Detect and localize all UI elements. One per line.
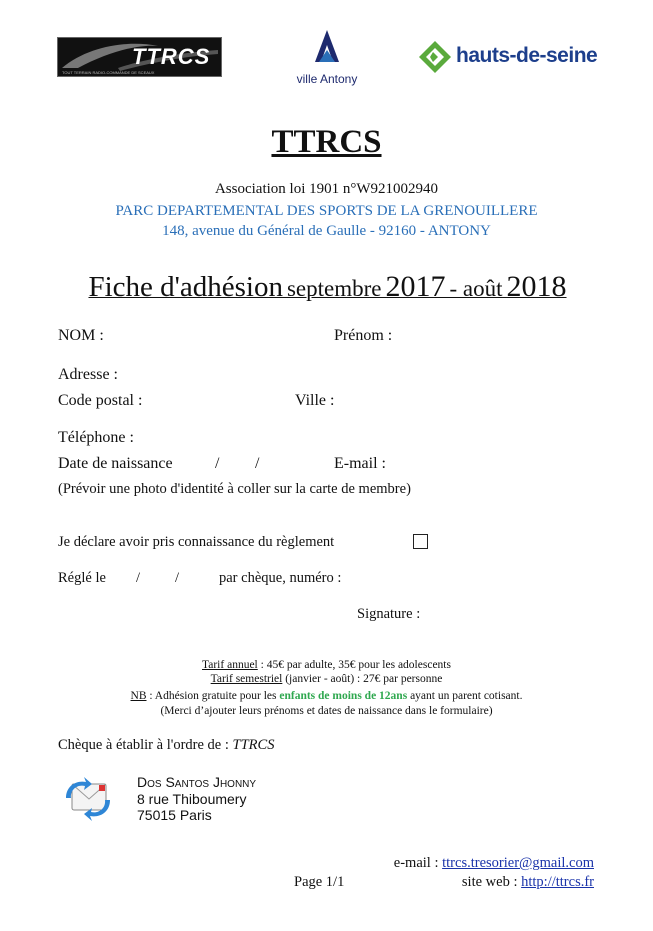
nb-text-end: ayant un parent cotisant.	[407, 690, 523, 702]
footer-site	[462, 874, 594, 891]
mail-city: 75015 Paris	[137, 807, 212, 823]
mail-name: Dos Santos Jhonny	[137, 774, 257, 790]
nb-label: NB	[130, 690, 147, 702]
footer-email	[394, 855, 594, 872]
ttrcs-logo	[57, 37, 222, 77]
signature-label: Signature :	[357, 606, 421, 622]
payment-date-separator: /	[136, 570, 141, 586]
cheque-order-label: Chèque à établir à l'ordre de :	[58, 737, 233, 753]
nb-highlight: enfants de moins de 12ans	[279, 690, 408, 702]
form-title-year-end: 2018	[506, 270, 567, 303]
telephone-label: Téléphone :	[58, 429, 134, 446]
declaration-text: Je déclare avoir pris connaissance du règlement	[58, 534, 335, 550]
date-separator: /	[215, 455, 220, 472]
footer-site-link[interactable]: http://ttrcs.fr	[521, 874, 594, 890]
footer-site-label: site web :	[461, 874, 522, 890]
form-title-month-end: - août	[449, 276, 503, 301]
tarif-semestriel-text: (janvier - août) : 27€ par personne	[282, 673, 443, 685]
form-title-main: Fiche d'adhésion	[88, 271, 283, 303]
park-address: 148, avenue du Général de Gaulle - 92160 - ANTONY	[162, 223, 491, 239]
form-title	[60, 270, 595, 304]
antony-logo-icon	[309, 28, 345, 66]
mail-icon	[62, 772, 114, 824]
form-title-month-start: septembre	[286, 276, 382, 301]
code-postal-label: Code postal :	[58, 392, 143, 409]
footer-email-link[interactable]: ttrcs.tresorier@gmail.com	[442, 855, 594, 871]
park-name: PARC DEPARTEMENTAL DES SPORTS DE LA GRENOUILLERE	[115, 203, 538, 219]
ttrcs-logo-subtext: TOUT TERRAIN RADIO-COMMANDE DE SCEAUX	[62, 70, 155, 75]
association-number: Association loi 1901 n°W921002940	[214, 181, 439, 197]
antony-logo-text: ville Antony	[296, 72, 358, 86]
form-title-year-start: 2017	[385, 270, 446, 303]
tarif-annuel	[0, 659, 653, 671]
tarif-semestriel	[0, 673, 653, 685]
date-separator: /	[255, 455, 260, 472]
hauts-de-seine-icon	[418, 40, 452, 74]
cheque-payee: TTRCS	[232, 737, 275, 753]
tarif-annuel-label: Tarif annuel	[202, 659, 258, 671]
prenom-label: Prénom :	[334, 327, 393, 344]
payment-date-separator: /	[175, 570, 180, 586]
tarif-annuel-text: : 45€ par adulte, 35€ pour les adolescents	[257, 659, 451, 671]
nb-text: : Adhésion gratuite pour les	[146, 690, 280, 702]
footer-email-label: e-mail :	[393, 855, 443, 871]
regle-label: Réglé le	[58, 570, 106, 586]
ville-label: Ville :	[295, 392, 335, 409]
nom-label: NOM :	[58, 327, 104, 344]
mail-street: 8 rue Thiboumery	[137, 791, 247, 807]
date-naissance-label: Date de naissance	[58, 455, 173, 472]
hauts-de-seine-logo-text: hauts-de-seine	[456, 44, 598, 67]
tarif-semestriel-label: Tarif semestriel	[210, 673, 283, 685]
tarif-nb	[0, 690, 653, 702]
photo-note: (Prévoir une photo d'identité à coller sur la carte de membre)	[58, 481, 411, 497]
tarif-note: (Merci d’ajouter leurs prénoms et dates de naissance dans le formulaire)	[160, 705, 493, 717]
email-label: E-mail :	[334, 455, 386, 472]
cheque-order	[58, 737, 274, 754]
cheque-number-label: par chèque, numéro :	[219, 570, 342, 586]
page-number: Page 1/1	[294, 874, 345, 890]
page-title: TTRCS	[271, 124, 382, 160]
declaration-checkbox[interactable]	[413, 534, 428, 549]
antony-logo	[285, 28, 369, 88]
adresse-label: Adresse :	[58, 366, 118, 383]
ttrcs-logo-text: TTRCS	[132, 44, 211, 69]
